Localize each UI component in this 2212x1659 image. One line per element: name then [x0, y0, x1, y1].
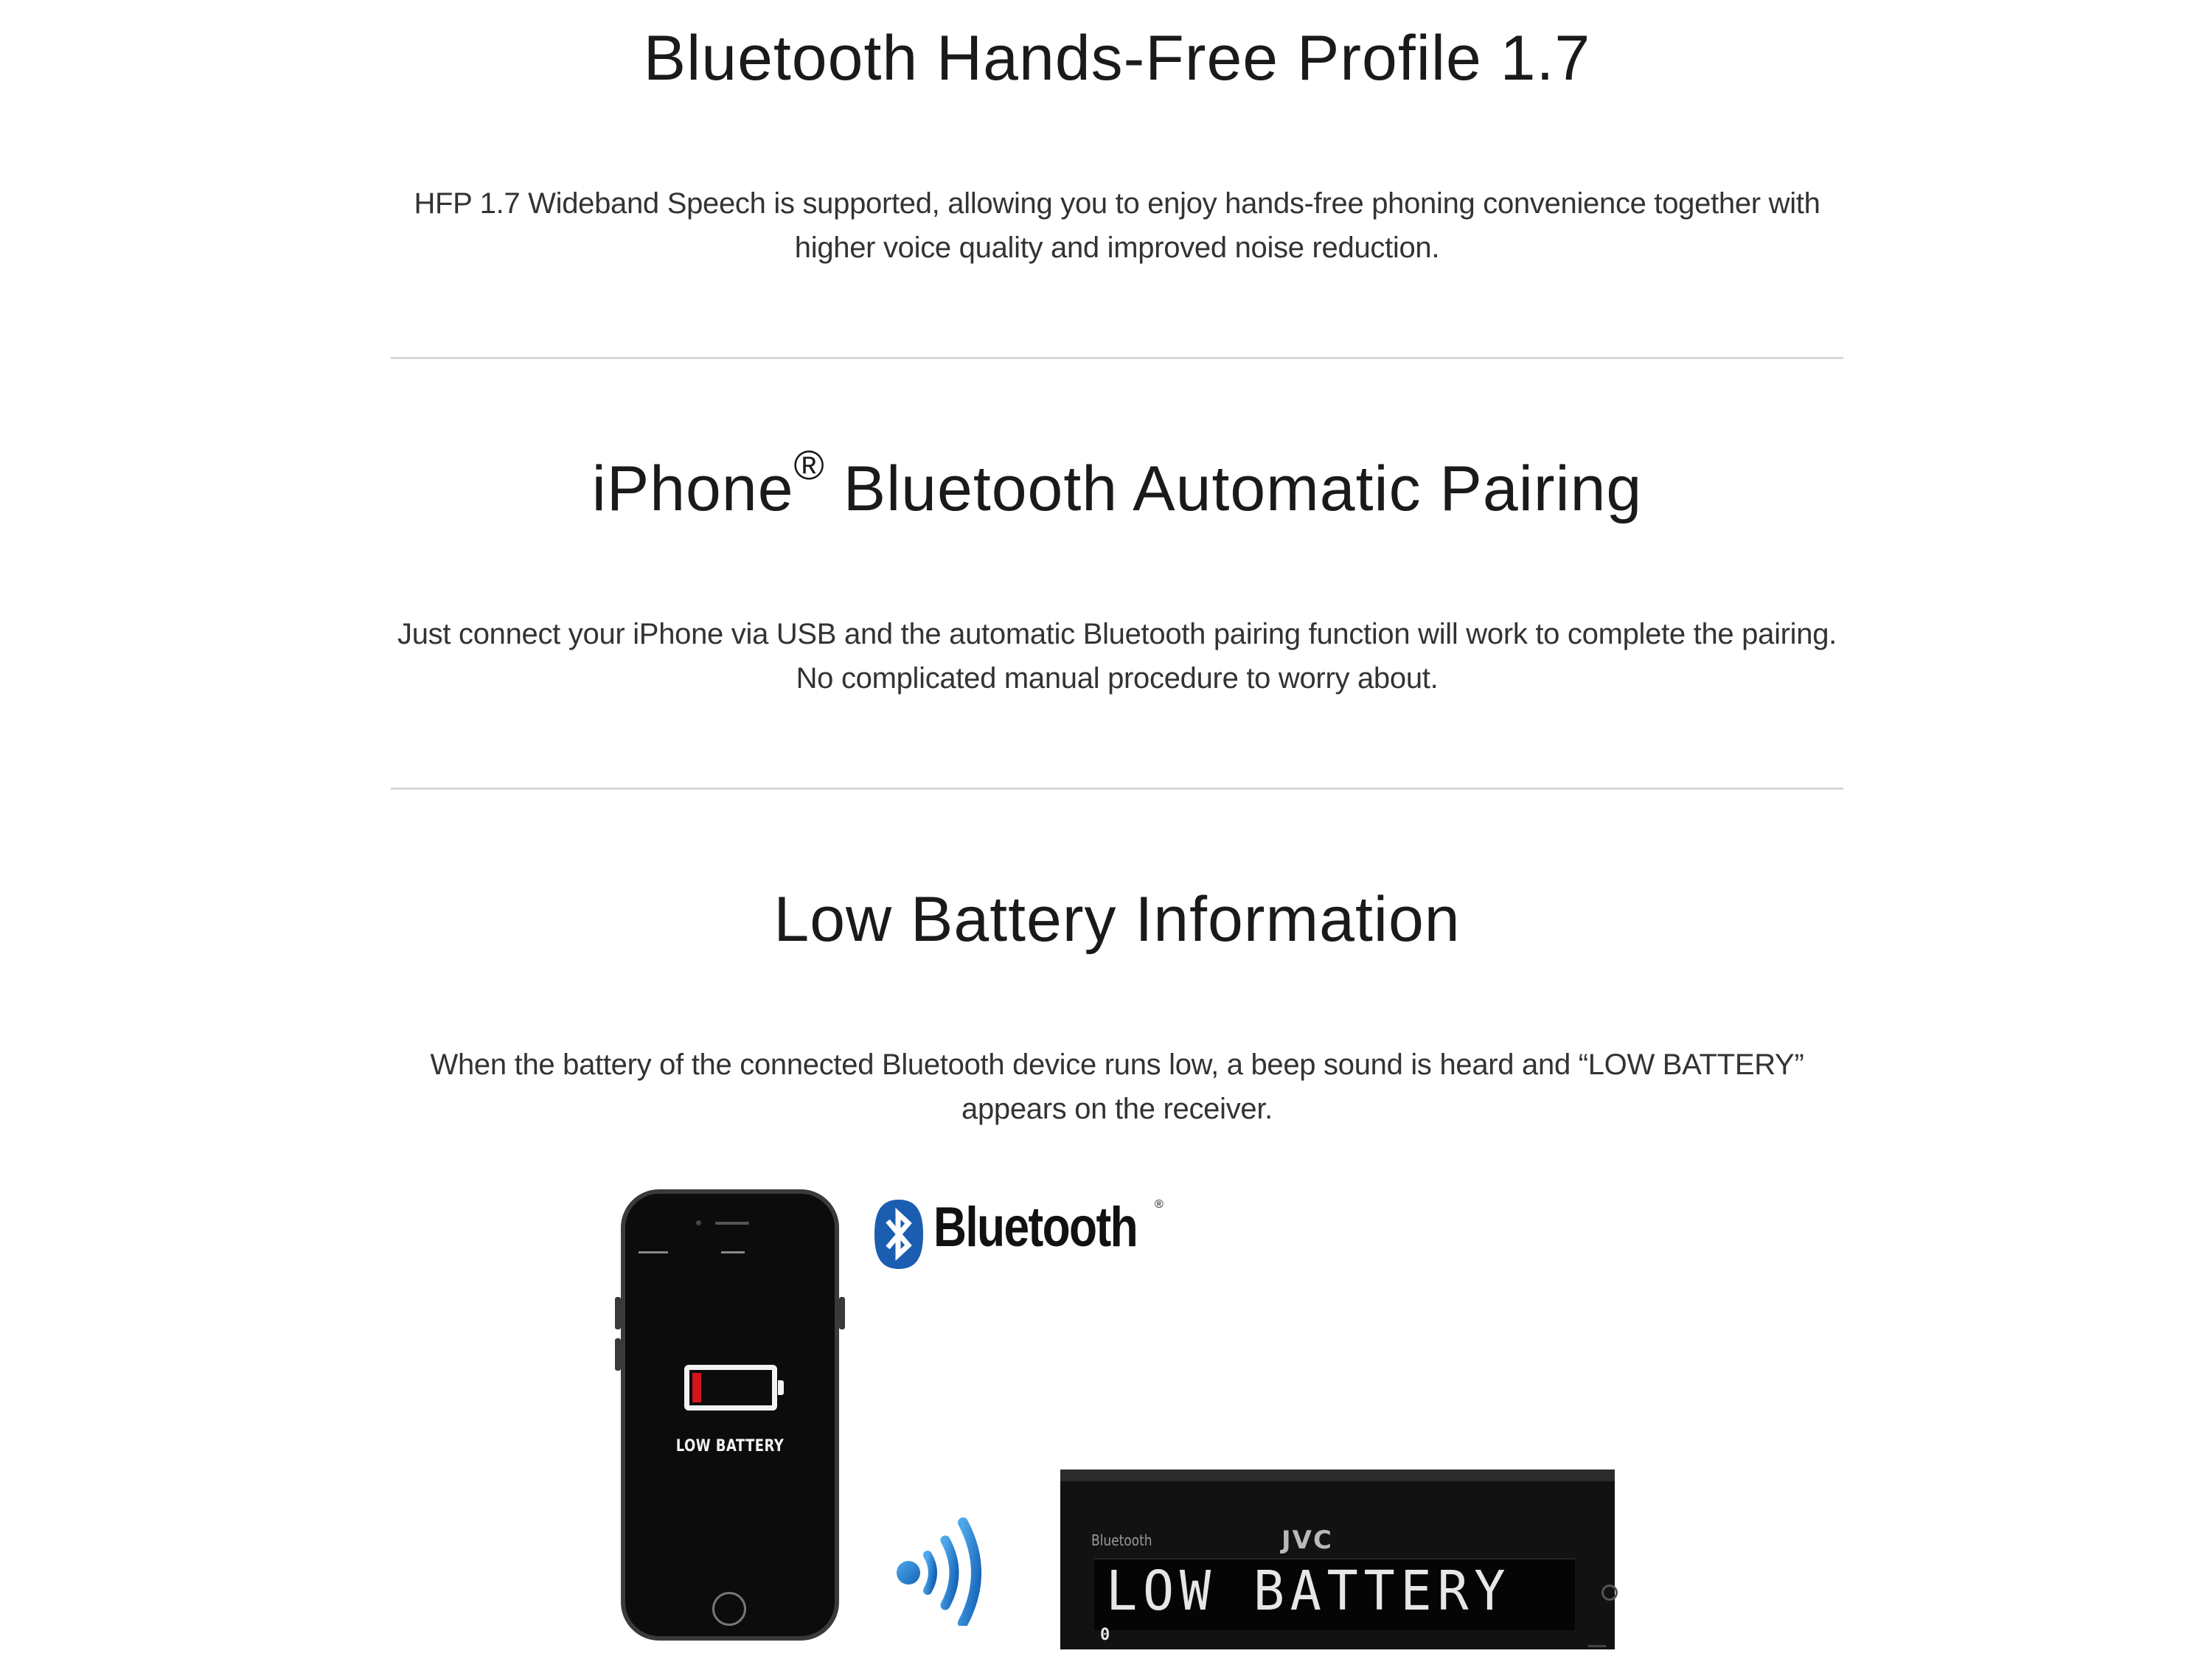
phone-speaker — [715, 1222, 749, 1225]
receiver-knob — [1601, 1585, 1618, 1601]
section-iphone-pairing — [391, 442, 1843, 526]
bluetooth-wordmark: Bluetooth — [933, 1196, 1138, 1259]
phone-home-button — [712, 1592, 746, 1626]
iphone-pairing-description-block — [391, 612, 1843, 700]
receiver-brand-logo: JVC — [1281, 1526, 1333, 1555]
iphone-pairing-description: Just connect your iPhone via USB and the automatic Bluetooth pairing function will work to complete the pairing. No complicated manual procedure to worry about. — [397, 618, 1837, 695]
divider-2 — [391, 787, 1843, 790]
registered-mark: ® — [793, 442, 825, 488]
phone-volume-button-2 — [615, 1338, 621, 1371]
phone-volume-button — [615, 1297, 621, 1329]
iphone-pairing-heading-main: iPhone — [591, 453, 794, 524]
receiver-display-text: LOW BATTERY — [1106, 1559, 1512, 1623]
phone-low-battery-label: LOW BATTERY — [675, 1437, 785, 1455]
low-battery-icon — [684, 1365, 777, 1411]
hfp-description-block — [391, 181, 1843, 270]
car-receiver-image — [1060, 1470, 1615, 1649]
phone-status-carrier — [639, 1251, 668, 1253]
receiver-display-subtext: 0 — [1100, 1626, 1110, 1644]
divider-1 — [391, 357, 1843, 359]
phone-status-time — [721, 1251, 745, 1253]
low-battery-illustration — [612, 1183, 1615, 1655]
iphone-pairing-heading — [391, 442, 1843, 526]
receiver-bluetooth-label: Bluetooth — [1091, 1531, 1152, 1549]
section-hfp — [391, 22, 1843, 95]
low-battery-description: When the battery of the connected Bluetooth device runs low, a beep sound is heard and “LOW BATTERY” appears on the receiver. — [430, 1048, 1804, 1125]
smartphone-image — [621, 1189, 839, 1641]
receiver-port — [1588, 1645, 1606, 1647]
low-battery-description-block — [391, 1043, 1843, 1131]
phone-camera — [696, 1220, 701, 1225]
iphone-pairing-heading-rest: Bluetooth Automatic Pairing — [824, 453, 1643, 524]
wireless-signal-icon — [889, 1500, 1000, 1626]
hfp-description: HFP 1.7 Wideband Speech is supported, allowing you to enjoy hands-free phoning convenience together with higher voice quality and improved noise reduction. — [414, 187, 1820, 264]
low-battery-heading: Low Battery Information — [773, 884, 1461, 955]
hfp-heading: Bluetooth Hands-Free Profile 1.7 — [643, 23, 1591, 94]
bluetooth-icon — [872, 1198, 926, 1270]
section-low-battery — [391, 883, 1843, 956]
receiver-display — [1094, 1558, 1575, 1630]
phone-power-button — [839, 1297, 845, 1329]
battery-tip — [778, 1380, 784, 1395]
battery-level-fill — [692, 1373, 701, 1402]
bluetooth-logo — [872, 1194, 1181, 1275]
bluetooth-registered-mark: ® — [1155, 1198, 1164, 1211]
